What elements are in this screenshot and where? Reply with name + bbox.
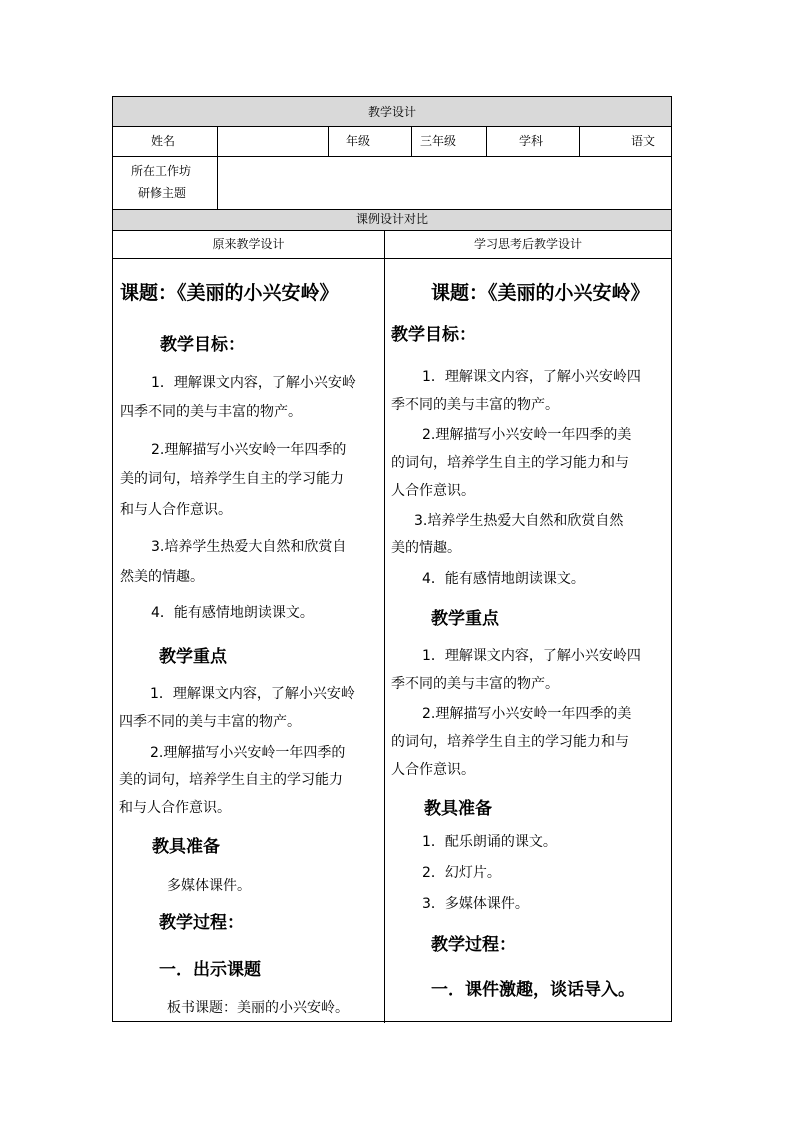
right-key-title: 教学重点 bbox=[431, 609, 499, 629]
right-tools-text: 1．配乐朗诵的课文。 bbox=[422, 834, 557, 850]
row-divider bbox=[113, 126, 671, 127]
left-key-text: 美的词句，培养学生自主的学习能力 bbox=[119, 772, 343, 788]
col-divider bbox=[384, 230, 385, 1023]
right-objective-text: 3.培养学生热爱大自然和欣赏自然 bbox=[414, 513, 624, 529]
right-objectives-title: 教学目标： bbox=[391, 325, 476, 345]
left-objective-text: 3.培养学生热爱大自然和欣赏自 bbox=[151, 539, 347, 555]
original-design-content bbox=[113, 258, 384, 1021]
right-objective-text: 季不同的美与丰富的物产。 bbox=[391, 397, 559, 413]
right-objective-text: 人合作意识。 bbox=[391, 483, 475, 499]
left-process-title: 教学过程： bbox=[159, 913, 244, 933]
left-objectives-title: 教学目标： bbox=[160, 335, 245, 355]
right-step1-title: 一．课件激趣，谈话导入。 bbox=[431, 980, 635, 1000]
revised-design-header: 学习思考后教学设计 bbox=[473, 237, 582, 251]
name-label: 姓名 bbox=[151, 134, 176, 148]
grade-value: 三年级 bbox=[420, 134, 457, 148]
right-objective-text: 2.理解描写小兴安岭一年四季的美 bbox=[422, 427, 632, 443]
col-divider bbox=[579, 126, 580, 156]
left-key-text: 和与人合作意识。 bbox=[119, 800, 231, 816]
right-key-text: 季不同的美与丰富的物产。 bbox=[391, 676, 559, 692]
left-step1-title: 一．出示课题 bbox=[159, 960, 261, 980]
right-objective-text: 美的情趣。 bbox=[391, 540, 461, 556]
left-key-text: 1．理解课文内容，了解小兴安岭 bbox=[150, 686, 355, 702]
right-topic: 课题：《美丽的小兴安岭》 bbox=[431, 282, 650, 304]
col-divider bbox=[217, 126, 218, 209]
left-objective-text: 1．理解课文内容，了解小兴安岭 bbox=[151, 375, 356, 391]
left-objective-text: 然美的情趣。 bbox=[120, 569, 204, 585]
grade-label: 年级 bbox=[346, 134, 371, 148]
original-design-header: 原来教学设计 bbox=[212, 237, 285, 251]
left-objective-text: 2.理解描写小兴安岭一年四季的 bbox=[151, 442, 347, 458]
research-theme-label: 研修主题 bbox=[138, 186, 187, 200]
right-tools-text: 3．多媒体课件。 bbox=[422, 896, 529, 912]
left-key-text: 2.理解描写小兴安岭一年四季的 bbox=[150, 745, 346, 761]
right-key-text: 1．理解课文内容，了解小兴安岭四 bbox=[422, 648, 641, 664]
left-key-text: 四季不同的美与丰富的物产。 bbox=[119, 714, 301, 730]
col-divider bbox=[411, 126, 412, 156]
row-divider bbox=[113, 156, 671, 157]
row-divider bbox=[113, 209, 671, 210]
right-objective-text: 1．理解课文内容，了解小兴安岭四 bbox=[422, 369, 641, 385]
right-objective-text: 4．能有感情地朗读课文。 bbox=[422, 571, 585, 587]
left-step1-text: 板书课题：美丽的小兴安岭。 bbox=[167, 1000, 349, 1016]
row-divider bbox=[113, 230, 671, 231]
left-key-title: 教学重点 bbox=[159, 647, 227, 667]
right-key-text: 2.理解描写小兴安岭一年四季的美 bbox=[422, 706, 632, 722]
left-objective-text: 美的词句，培养学生自主的学习能力 bbox=[120, 471, 344, 487]
left-objective-text: 和与人合作意识。 bbox=[120, 502, 232, 518]
left-objective-text: 四季不同的美与丰富的物产。 bbox=[120, 404, 302, 420]
col-divider bbox=[328, 126, 329, 156]
left-objective-text: 4．能有感情地朗读课文。 bbox=[151, 605, 314, 621]
right-tools-text: 2．幻灯片。 bbox=[422, 865, 501, 881]
subject-label: 学科 bbox=[519, 134, 544, 148]
comparison-title: 课例设计对比 bbox=[355, 212, 428, 226]
right-key-text: 的词句，培养学生自主的学习能力和与 bbox=[391, 734, 629, 750]
workshop-label: 所在工作坊 bbox=[131, 164, 192, 178]
left-topic: 课题：《美丽的小兴安岭》 bbox=[120, 282, 339, 304]
subject-value: 语文 bbox=[631, 134, 656, 148]
col-divider bbox=[486, 126, 487, 156]
table-title: 教学设计 bbox=[367, 105, 416, 119]
right-process-title: 教学过程： bbox=[431, 935, 516, 955]
right-tools-title: 教具准备 bbox=[424, 799, 492, 819]
right-objective-text: 的词句，培养学生自主的学习能力和与 bbox=[391, 455, 629, 471]
right-key-text: 人合作意识。 bbox=[391, 762, 475, 778]
left-tools-title: 教具准备 bbox=[152, 837, 220, 857]
left-tools-text: 多媒体课件。 bbox=[167, 878, 251, 894]
